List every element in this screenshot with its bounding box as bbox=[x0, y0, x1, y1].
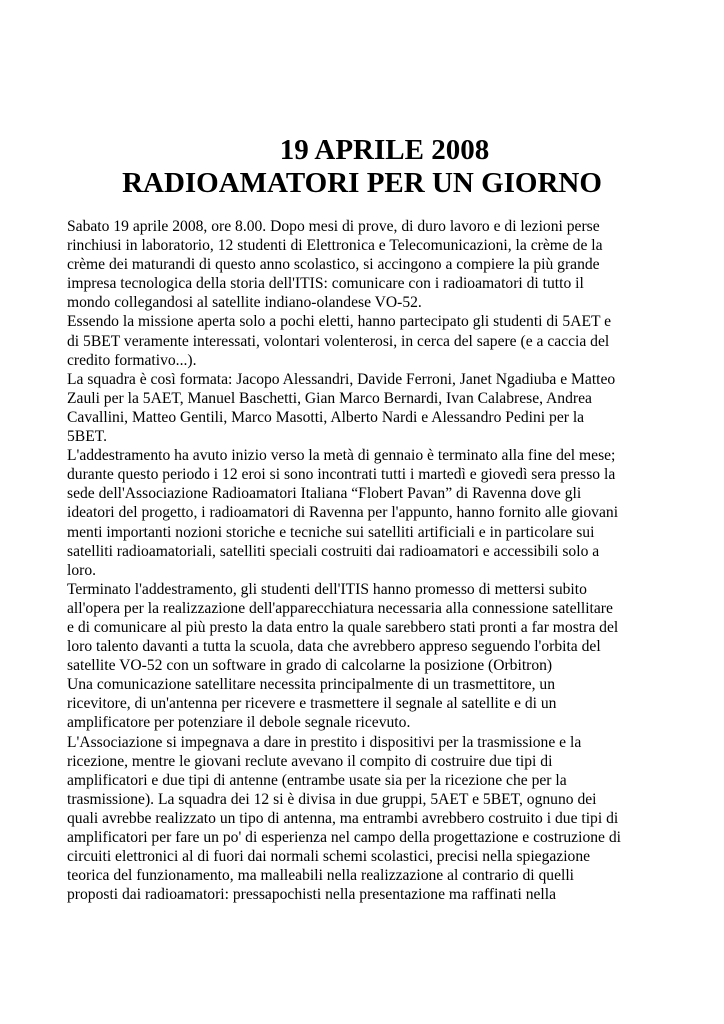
title-headline: RADIOAMATORI PER UN GIORNO bbox=[122, 167, 602, 199]
text-line: menti importanti nozioni storiche e tecniche sui satelliti artificiali e in particolare sui bbox=[67, 523, 595, 541]
text-line: impresa tecnologica della storia dell'ITIS: comunicare con i radioamatori di tutto il bbox=[67, 275, 584, 293]
text-line: ricezione, mentre le giovani reclute avevano il compito di costruire due tipi di bbox=[67, 752, 553, 770]
text-line: all'opera per la realizzazione dell'apparecchiatura necessaria alla connessione satellitare bbox=[67, 599, 613, 617]
text-line: loro talento davanti a tutta la scuola, data che avrebbero appreso seguendo l'orbita del bbox=[67, 638, 601, 656]
text-line: ricevitore, di un'antenna per ricevere e trasmettere il segnale al satellite e di un bbox=[67, 695, 557, 713]
text-line: Cavallini, Matteo Gentili, Marco Masotti, Alberto Nardi e Alessandro Pedini per la bbox=[67, 408, 585, 426]
text-line: durante questo periodo i 12 eroi si sono incontrati tutti i martedì e giovedì sera presso la bbox=[67, 466, 616, 484]
text-line: e di comunicare al più presto la data entro la quale sarebbero stati pronti a far mostra del bbox=[67, 618, 619, 636]
text-line: Zauli per la 5AET, Manuel Baschetti, Gian Marco Bernardi, Ivan Calabrese, Andrea bbox=[67, 389, 592, 407]
text-line: trasmissione). La squadra dei 12 si è divisa in due gruppi, 5AET e 5BET, ognuno dei bbox=[67, 790, 597, 808]
title-date: 19 APRILE 2008 bbox=[279, 134, 490, 166]
text-line: proposti dai radioamatori: pressapochisti nella presentazione ma raffinati nella bbox=[67, 886, 557, 904]
text-line: di 5BET veramente interessati, volontari volenterosi, in cerca del sapere (e a caccia del bbox=[67, 332, 610, 350]
text-line: circuiti elettronici al di fuori dai normali schemi scolastici, precisi nella spiegazione bbox=[67, 848, 591, 866]
text-line: amplificatori per fare un po' di esperienza nel campo della progettazione e costruzione di bbox=[67, 829, 621, 846]
text-line: crème dei maturandi di questo anno scolastico, si accingono a compiere la più grande bbox=[67, 256, 600, 274]
text-line: satelliti radioamatoriali, satelliti speciali costruiti dai radioamatori e accessibili solo a bbox=[67, 542, 600, 560]
text-line: amplificatori e due tipi di antenne (entrambe usate sia per la ricezione che per la bbox=[67, 771, 567, 789]
text-line: L'addestramento ha avuto inizio verso la metà di gennaio è terminato alla fine del mese; bbox=[67, 447, 616, 465]
article-body bbox=[67, 217, 667, 904]
text-line: loro. bbox=[67, 561, 97, 579]
text-line: satellite VO-52 con un software in grado di calcolarne la posizione (Orbitron) bbox=[67, 657, 553, 675]
text-line: amplificatore per potenziare il debole segnale ricevuto. bbox=[67, 714, 411, 732]
text-line: mondo collegandosi al satellite indiano-olandese VO-52. bbox=[67, 294, 422, 312]
text-line: ideatori del progetto, i radioamatori di Ravenna per l'appunto, hanno fornito alle giovani bbox=[67, 504, 619, 522]
text-line: rinchiusi in laboratorio, 12 studenti di Elettronica e Telecomunicazioni, la crème de la bbox=[67, 237, 603, 255]
text-line: credito formativo...). bbox=[67, 351, 197, 369]
text-line: quali avrebbe realizzato un tipo di antenna, ma entrambi avrebbero costruito i due tipi di bbox=[67, 809, 619, 827]
text-line: sede dell'Associazione Radioamatori Italiana “Flobert Pavan” di Ravenna dove gli bbox=[67, 485, 582, 503]
text-line: Una comunicazione satellitare necessita principalmente di un trasmettitore, un bbox=[67, 676, 555, 694]
text-line: Sabato 19 aprile 2008, ore 8.00. Dopo mesi di prove, di duro lavoro e di lezioni perse bbox=[67, 218, 600, 235]
text-line: Essendo la missione aperta solo a pochi eletti, hanno partecipato gli studenti di 5AET e bbox=[67, 313, 612, 331]
text-line: teorica del funzionamento, ma malleabili nella realizzazione al contrario di quelli bbox=[67, 867, 575, 885]
text-line: L'Associazione si impegnava a dare in prestito i dispositivi per la trasmissione e la bbox=[67, 733, 582, 751]
text-line: La squadra è così formata: Jacopo Alessandri, Davide Ferroni, Janet Ngadiuba e Matteo bbox=[67, 370, 616, 388]
text-line: 5BET. bbox=[67, 428, 107, 446]
text-line: Terminato l'addestramento, gli studenti dell'ITIS hanno promesso di mettersi subito bbox=[67, 580, 587, 598]
